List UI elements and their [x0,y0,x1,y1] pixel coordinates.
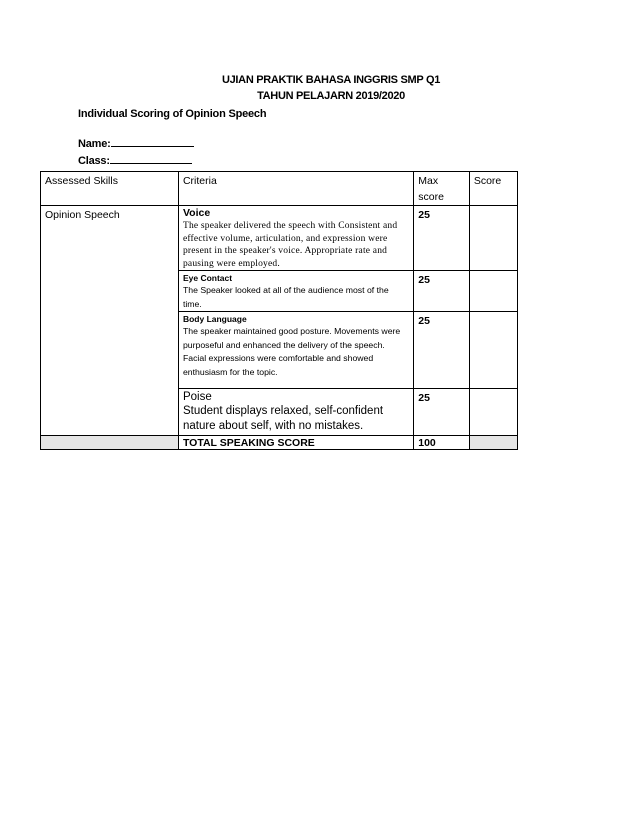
table-header-row [41,172,518,206]
criteria-description: Student displays relaxed, self-confident nature about self, with no mistakes. [182,405,384,432]
name-field[interactable] [78,135,194,150]
total-max-score: 100 [414,436,470,450]
header-max-score: Max score [414,172,470,206]
criteria-cell [178,271,413,312]
max-score-cell: 25 [414,206,470,271]
skill-cell: Opinion Speech [41,206,179,436]
score-input-cell[interactable] [469,389,517,436]
criteria-cell [178,389,413,436]
criteria-cell [178,312,413,389]
criteria-description: The Speaker looked at all of the audience most of the time. [182,285,389,309]
table-row [41,206,518,271]
criteria-description: The speaker delivered the speech with Consistent and effective volume, articulation, and expression were present in the speaker's voice. Appropriate rate and pausing were employed. [182,221,398,269]
score-input-cell[interactable] [469,312,517,389]
name-blank-line[interactable] [111,135,194,147]
header-assessed-skills: Assessed Skills [41,172,179,206]
total-row [41,436,518,450]
header-criteria: Criteria [178,172,413,206]
document-header [0,72,638,104]
header-score: Score [469,172,517,206]
academic-year: TAHUN PELAJARN 2019/2020 [257,90,405,102]
class-label: Class: [78,155,110,167]
total-label: TOTAL SPEAKING SCORE [178,436,413,450]
criteria-title: Eye Contact [182,273,233,283]
criteria-cell [178,206,413,271]
max-score-cell: 25 [414,312,470,389]
criteria-description: The speaker maintained good posture. Movements were purposeful and enhanced the delivery of the speech. Facial expressions were comfortable and showed enthusiasm for the topic. [182,326,401,377]
class-blank-line[interactable] [110,152,192,164]
score-input-cell[interactable] [469,271,517,312]
name-label: Name: [78,138,111,150]
document-subtitle: Individual Scoring of Opinion Speech [78,108,267,120]
total-empty-cell [41,436,179,450]
max-score-cell: 25 [414,271,470,312]
score-input-cell[interactable] [469,206,517,271]
exam-title: UJIAN PRAKTIK BAHASA INGGRIS SMP Q1 [221,74,441,86]
max-score-cell: 25 [414,389,470,436]
total-score-cell[interactable] [469,436,517,450]
class-field[interactable] [78,152,192,167]
criteria-title: Poise [182,391,212,403]
criteria-title: Voice [182,207,211,219]
scoring-table [40,171,518,450]
criteria-title: Body Language [182,314,247,324]
